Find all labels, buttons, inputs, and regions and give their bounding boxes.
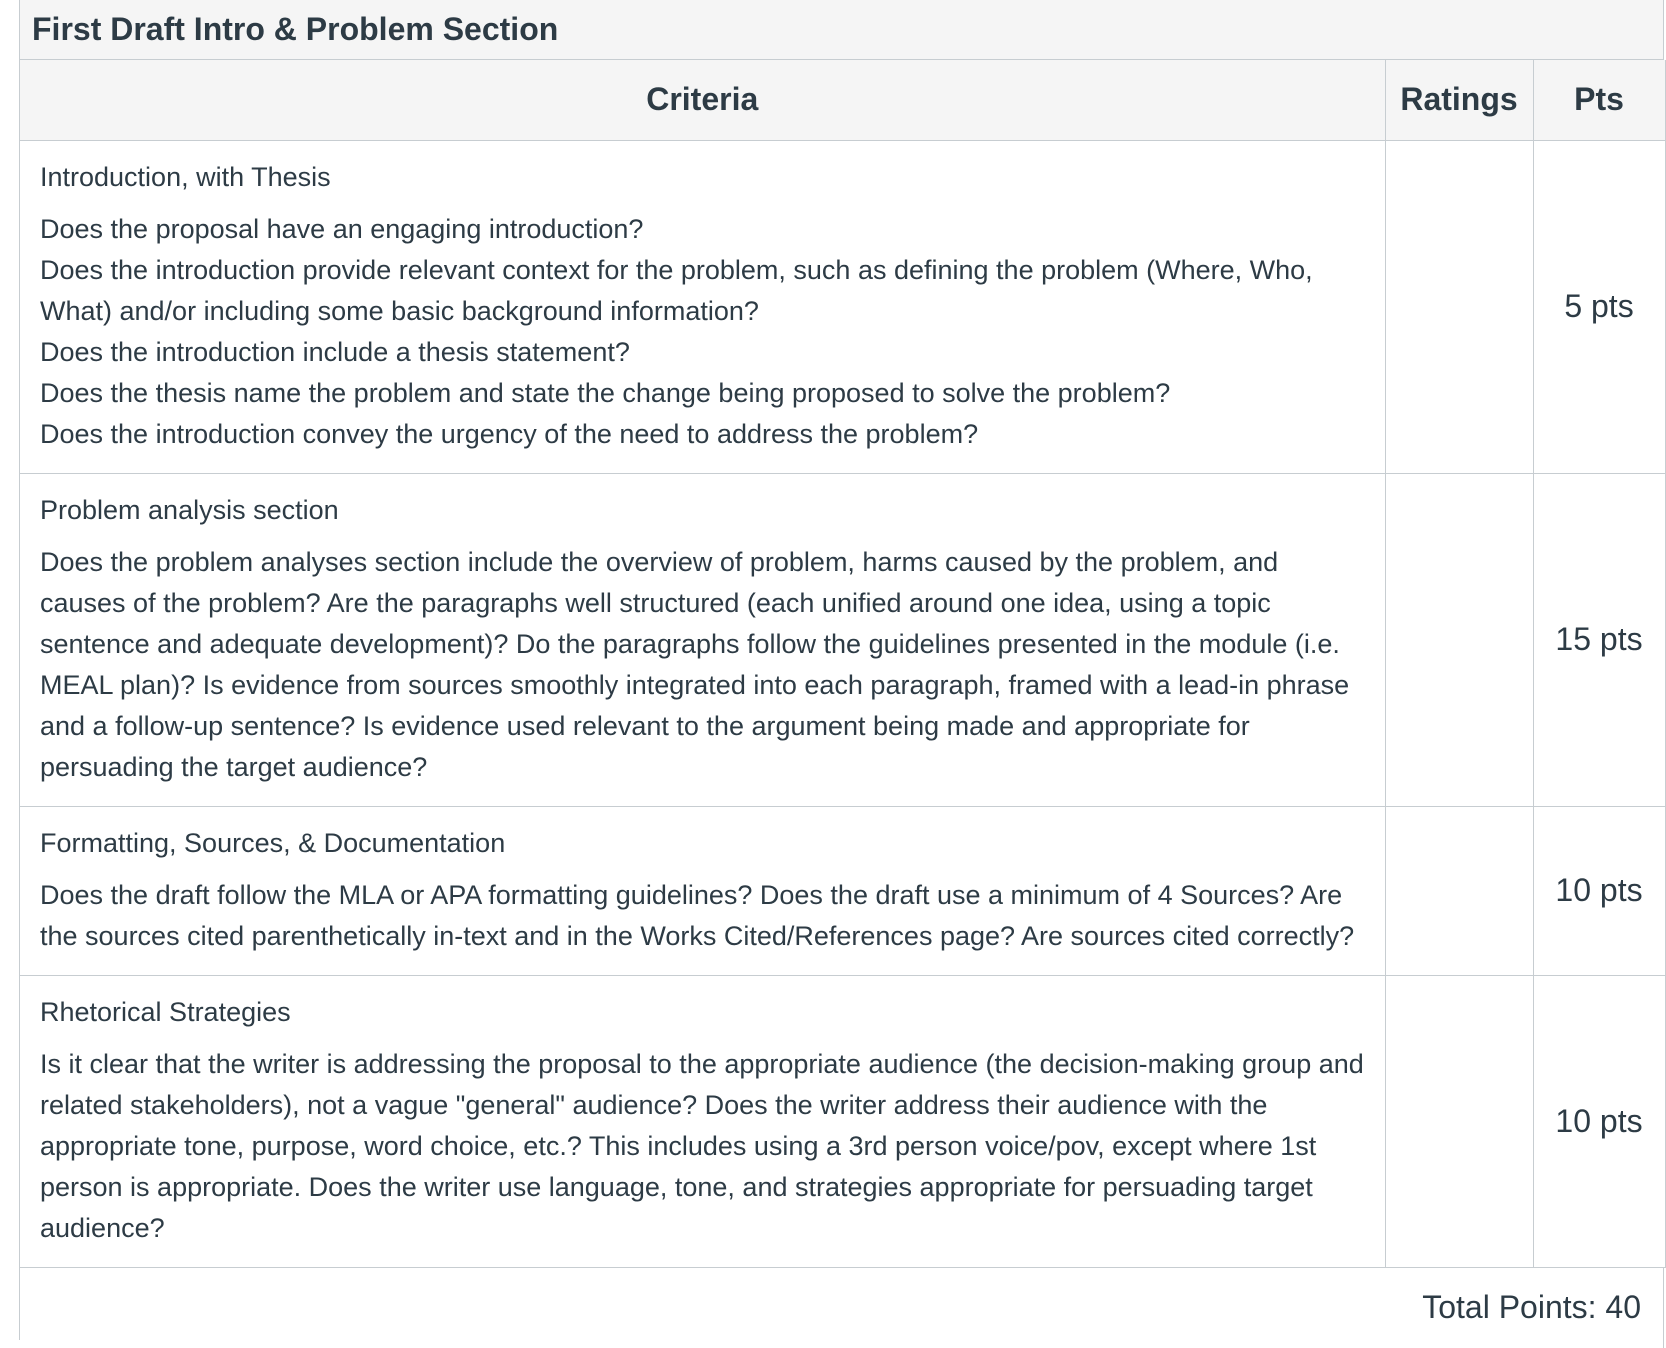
criterion-row <box>20 140 1665 473</box>
criterion-cell <box>20 473 1385 806</box>
ratings-cell <box>1385 140 1533 473</box>
description-line: Does the introduction provide relevant context for the problem, such as defining the problem (Where, Who, What) and/or including some basic background information? <box>40 254 1313 326</box>
description-line: Does the proposal have an engaging introduction? <box>40 213 644 244</box>
criterion-row <box>20 806 1665 975</box>
criteria-header: Criteria <box>20 60 1385 140</box>
rubric-grid <box>20 60 1666 1268</box>
total-points <box>20 1268 1664 1348</box>
criterion-description <box>40 1044 1365 1249</box>
pts-header: Pts <box>1533 60 1665 140</box>
ratings-cell <box>1385 975 1533 1267</box>
rubric-table <box>19 0 1664 1340</box>
criterion-name: Introduction, with Thesis <box>40 161 331 192</box>
points-cell: 5 pts <box>1533 140 1665 473</box>
criterion-cell <box>20 806 1385 975</box>
criterion-name: Problem analysis section <box>40 494 339 525</box>
criterion-row <box>20 473 1665 806</box>
description-line: Is it clear that the writer is addressing the proposal to the appropriate audience (the decision-making group and related stakeholders), not a vague "general" audience? Does the writer address their audience with the appropriate tone, purpose, word choice, etc.? This includes using a 3rd person voice/pov, except where 1st person is appropriate. Does the writer use language, tone, and strategies appropriate for persuading target audience? <box>40 1048 1364 1243</box>
description-line: Does the draft follow the MLA or APA formatting guidelines? Does the draft use a minimum of 4 Sources? Are the sources cited parenthetically in-text and in the Works Cited/References page? Are sources cited correctly? <box>40 879 1355 951</box>
rubric-title: First Draft Intro & Problem Section <box>20 0 1664 60</box>
criterion-cell <box>20 140 1385 473</box>
description-line: Does the problem analyses section include the overview of problem, harms caused by the problem, and causes of the problem? Are the paragraphs well structured (each unified around one idea, using a topic sentence and adequate development)? Do the paragraphs follow the guidelines presented in the module (i.e. MEAL plan)? Is evidence from sources smoothly integrated into each paragraph, framed with a lead-in phrase and a follow-up sentence? Is evidence used relevant to the argument being made and appropriate for persuading the target audience? <box>40 546 1350 782</box>
criterion-description <box>40 542 1365 788</box>
points-cell: 10 pts <box>1533 806 1665 975</box>
total-points-label: Total Points: 40 <box>1422 1289 1641 1325</box>
ratings-header: Ratings <box>1385 60 1533 140</box>
points-cell: 15 pts <box>1533 473 1665 806</box>
criterion-row <box>20 975 1665 1267</box>
points-cell: 10 pts <box>1533 975 1665 1267</box>
criterion-cell <box>20 975 1385 1267</box>
criterion-description <box>40 875 1365 957</box>
description-line: Does the thesis name the problem and state the change being proposed to solve the problem? <box>40 377 1171 408</box>
ratings-cell <box>1385 473 1533 806</box>
criterion-name: Rhetorical Strategies <box>40 996 291 1027</box>
criterion-description <box>40 209 1365 455</box>
description-line: Does the introduction convey the urgency of the need to address the problem? <box>40 418 979 449</box>
criterion-name: Formatting, Sources, & Documentation <box>40 827 506 858</box>
description-line: Does the introduction include a thesis statement? <box>40 336 630 367</box>
header-row <box>20 60 1665 140</box>
ratings-cell <box>1385 806 1533 975</box>
